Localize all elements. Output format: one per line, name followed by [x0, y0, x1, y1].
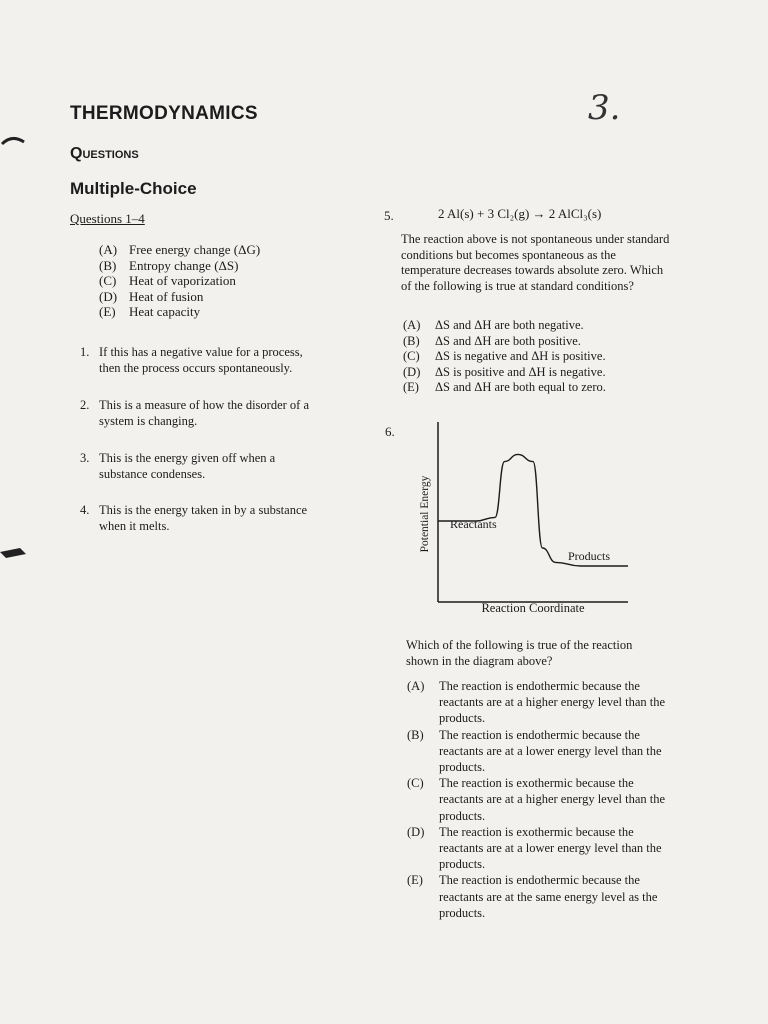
question-line: This is the energy taken in by a substance: [99, 503, 308, 517]
section-heading: Multiple-Choice: [70, 179, 197, 198]
option-text: ΔS and ΔH are both equal to zero.: [435, 380, 606, 395]
choice-c: [99, 273, 260, 289]
question-line: when it melts.: [99, 518, 170, 533]
page-subtitle: Questions: [70, 145, 139, 162]
question-5-options: [403, 318, 606, 396]
question-number: 4.: [80, 503, 90, 517]
choice-text: Heat of fusion: [129, 288, 204, 304]
option-text: The reaction is endothermic because the reactants are at a lower energy level than the products.: [439, 727, 662, 775]
choice-letter: (D): [99, 288, 118, 304]
question-1: [80, 345, 303, 376]
question-6-stem: Which of the following is true of the reaction shown in the diagram above?: [406, 638, 633, 668]
y-axis-label: Potential Energy: [419, 475, 431, 553]
option-letter: (E): [407, 873, 423, 888]
option-letter: (C): [403, 349, 420, 364]
option-letter: (A): [403, 318, 421, 332]
option-c: [407, 775, 677, 824]
choice-letter: (E): [99, 304, 116, 320]
option-c: [403, 349, 606, 365]
question-number: 3.: [80, 451, 90, 465]
reactants-label: Reactants: [450, 517, 497, 531]
question-number: 2.: [80, 398, 90, 412]
option-letter: (D): [407, 824, 425, 839]
question-line: If this has a negative value for a process,: [99, 345, 303, 359]
question-5-stem: The reaction above is not spontaneous under standard conditions but becomes spontaneous as the temperature decreases towards absolute zero. Which of the following is true at standard conditions?: [401, 232, 670, 293]
option-text: ΔS and ΔH are both positive.: [435, 333, 581, 348]
choice-text: Heat of vaporization: [129, 273, 236, 289]
option-letter: (A): [407, 679, 425, 693]
question-line: then the process occurs spontaneously.: [99, 360, 293, 375]
page-title: THERMODYNAMICS: [70, 103, 258, 124]
choice-letter: (A): [99, 242, 118, 257]
question-4: [80, 503, 307, 534]
option-letter: (D): [403, 364, 421, 379]
option-letter: (E): [403, 380, 419, 395]
question-3: [80, 451, 275, 482]
option-d: [407, 824, 677, 873]
option-text: ΔS and ΔH are both negative.: [435, 318, 584, 332]
option-text: The reaction is endothermic because the reactants are at the same energy level as the products.: [439, 873, 658, 920]
choice-text: Heat capacity: [129, 304, 201, 320]
x-axis-label: Reaction Coordinate: [481, 601, 585, 615]
question-line: system is changing.: [99, 413, 198, 428]
option-e: [407, 872, 677, 921]
option-a: [403, 318, 606, 334]
option-text: The reaction is exothermic because the reactants are at a higher energy level than the products.: [439, 776, 666, 823]
option-text: The reaction is endothermic because the reactants are at a higher energy level than the products.: [439, 679, 666, 726]
shared-choice-list: [99, 242, 260, 320]
question-line: This is the energy given off when a: [99, 451, 276, 465]
option-text: The reaction is exothermic because the reactants are at a lower energy level than the products.: [439, 824, 662, 872]
option-letter: (C): [407, 776, 424, 791]
binder-mark: [0, 540, 30, 564]
option-a: [407, 678, 677, 727]
choice-text: Entropy change (ΔS): [129, 257, 239, 273]
option-b: [407, 727, 677, 776]
choice-text: Free energy change (ΔG): [129, 242, 261, 257]
option-text: ΔS is positive and ΔH is negative.: [435, 364, 606, 379]
choice-letter: (B): [99, 257, 117, 273]
option-text: ΔS is negative and ΔH is positive.: [435, 349, 606, 364]
question-number: 1.: [80, 345, 90, 359]
question-line: This is a measure of how the disorder of a: [99, 398, 310, 412]
question-2: [80, 398, 309, 429]
questions-1-4-heading: Questions 1–4: [70, 211, 145, 226]
question-line: substance condenses.: [99, 466, 206, 481]
energy-diagram: [430, 420, 630, 605]
choice-d: [99, 289, 260, 305]
choice-a: [99, 242, 260, 258]
question-6-number: 6.: [385, 424, 395, 439]
choice-e: [99, 304, 260, 320]
question-6-options: [407, 678, 677, 921]
option-d: [403, 365, 606, 381]
binder-mark: [0, 130, 30, 160]
option-b: [403, 334, 606, 350]
option-letter: (B): [407, 727, 424, 742]
choice-b: [99, 258, 260, 274]
question-5-number: 5.: [384, 208, 394, 223]
reaction-equation: 2 Al(s) + 3 Cl₂(g) → 2 AlCl₃(s): [438, 206, 602, 221]
choice-letter: (C): [99, 273, 117, 289]
option-letter: (B): [403, 333, 420, 348]
products-label: Products: [568, 549, 610, 563]
handwritten-page-number: 3.: [588, 88, 621, 128]
option-e: [403, 380, 606, 396]
